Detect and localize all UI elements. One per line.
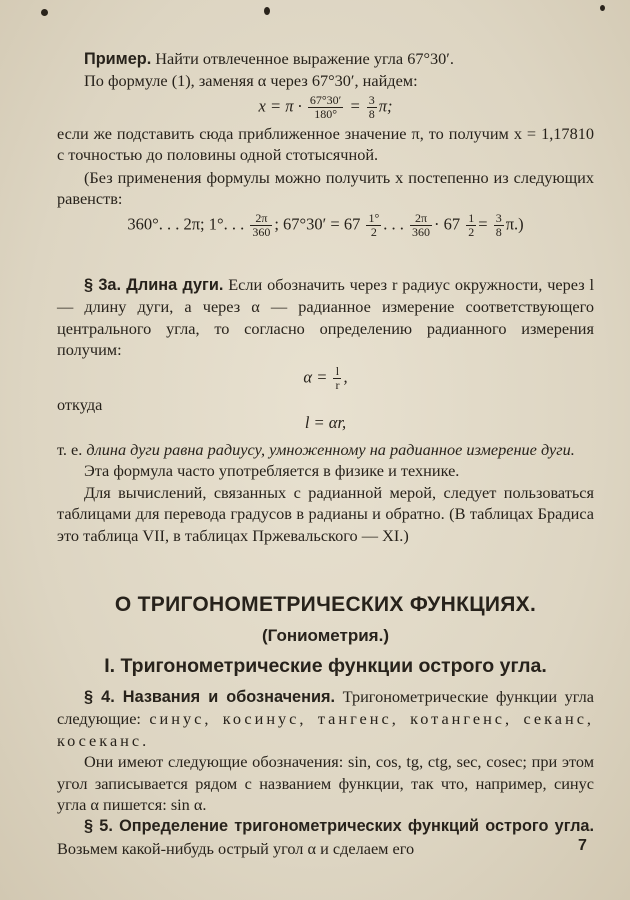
chapter-title: О ТРИГОНОМЕТРИЧЕСКИХ ФУНКЦИЯХ. — [114, 593, 537, 616]
fraction: $\frac{1}{2}$ — [468, 211, 475, 240]
function-names: синус, косинус, тангенс, котангенс, секанс, косеканс. — [57, 709, 594, 750]
chapter-subtitle: (Гониометрия.) — [262, 626, 389, 645]
formula-example: x = π · $\frac{67^\circ 30'}{180^\circ}$ = $\frac{3}{8}$ π; — [258, 92, 393, 121]
whence-text: откуда — [57, 394, 103, 414]
section-4-heading: § 4. Названия и обозначения. — [84, 688, 335, 706]
fraction: $\frac{3}{8}$ — [495, 211, 502, 240]
fraction: $\frac{67^\circ 30'}{180^\circ}$ — [309, 92, 342, 121]
ink-spot — [41, 9, 48, 16]
section-3a-heading: § 3а. Длина дуги. — [84, 276, 224, 294]
section-3a-p1: Эта формула часто употребляется в физике и технике. — [84, 461, 460, 481]
example-line1: Найти отвлеченное выражение угла 67°30′. — [151, 49, 454, 68]
fraction: $\frac{2\pi}{360}$ — [412, 211, 431, 240]
fraction: $\frac{l}{r}$ — [335, 363, 340, 392]
formula-arc-length: l = αr, — [304, 413, 347, 433]
section-3a: § 3а. Длина дуги. Если обозначить через r радиус окружности, через l — длину дуги, а через α — радианное измерение соответствующего центрального угла, то согласно определению радианного измерения получим: α = $\frac{l}{r}$ , откуда l = αr, т. е. длина дуги равна радиусу, умноженному на радианное измерение дуги. Эта формула часто употребляется в физике и технике. Для вычислений, связанных с радианной мерой, следует пользоваться таблицами для перевода градусов в радианы и обратно. (В таблицах Брадиса это таблица VII, в таблицах Пржевальского — XI.) — [57, 275, 595, 545]
section-4-text: Тригонометрические функции угла следующие: — [57, 687, 595, 729]
example-after: если же подставить сюда приближенное значение π, то получим x = 1,17810 с точностью до половины одной стотысячной. — [57, 123, 594, 165]
section-5-heading: § 5. Определение тригонометрических функций острого угла. — [84, 817, 594, 836]
note-text: (Без применения формулы можно получить x постепенно из следующих равенств: — [57, 167, 594, 209]
section-5-text: Возьмем какой-нибудь острый угол α и сделаем его — [57, 838, 415, 858]
page-number: 7 — [578, 837, 587, 854]
ink-spot — [600, 5, 605, 11]
example-line2: По формуле (1), заменяя α через 67°30′, найдем: — [84, 71, 418, 91]
section-4 — [57, 686, 594, 859]
fraction: $\frac{1^\circ}{2}$ — [368, 211, 380, 240]
fraction: $\frac{3}{8}$ — [368, 92, 375, 121]
fraction: $\frac{2\pi}{360}$ — [252, 211, 271, 240]
conclusion-italic: длина дуги равна радиусу, умноженному на радианное измерение дуги. — [86, 440, 575, 460]
formula-note: 360°. . . 2π; 1°. . . $\frac{2\pi}{360}$ ; 67°30′ = 67 $\frac{1^\circ}{2}$ . . . $\frac{2\pi}{360}$ · 67 $\frac{1}{2}$ = $\frac{3}{8}$ π.) — [127, 211, 524, 240]
example-block — [57, 48, 594, 241]
formula-alpha: α = $\frac{l}{r}$ , — [303, 363, 348, 392]
section-3a-p2: Для вычислений, связанных с радианной мерой, следует пользоваться таблицами для перевода градусов в радианы и обратно. (В таблицах Брадиса это таблица VII, в таблицах Пржевальского — XI.) — [57, 482, 594, 545]
part-title: I. Тригонометрические функции острого угла. — [104, 655, 547, 677]
section-4-p2: Они имеют следующие обозначения: sin, cos, tg, ctg, sec, cosec; при этом угол записывается рядом с названием функции, так что, например, синус угла α пишется: sin α. — [57, 752, 594, 815]
example-label: Пример. — [84, 50, 152, 68]
section-3a-text: Если обозначить через r радиус окружности, через l — длину дуги, а через α — радианное измерение соответствующего центрального угла, то согласно определению радианного измерения получим: — [57, 275, 595, 360]
ink-spot — [264, 7, 270, 15]
